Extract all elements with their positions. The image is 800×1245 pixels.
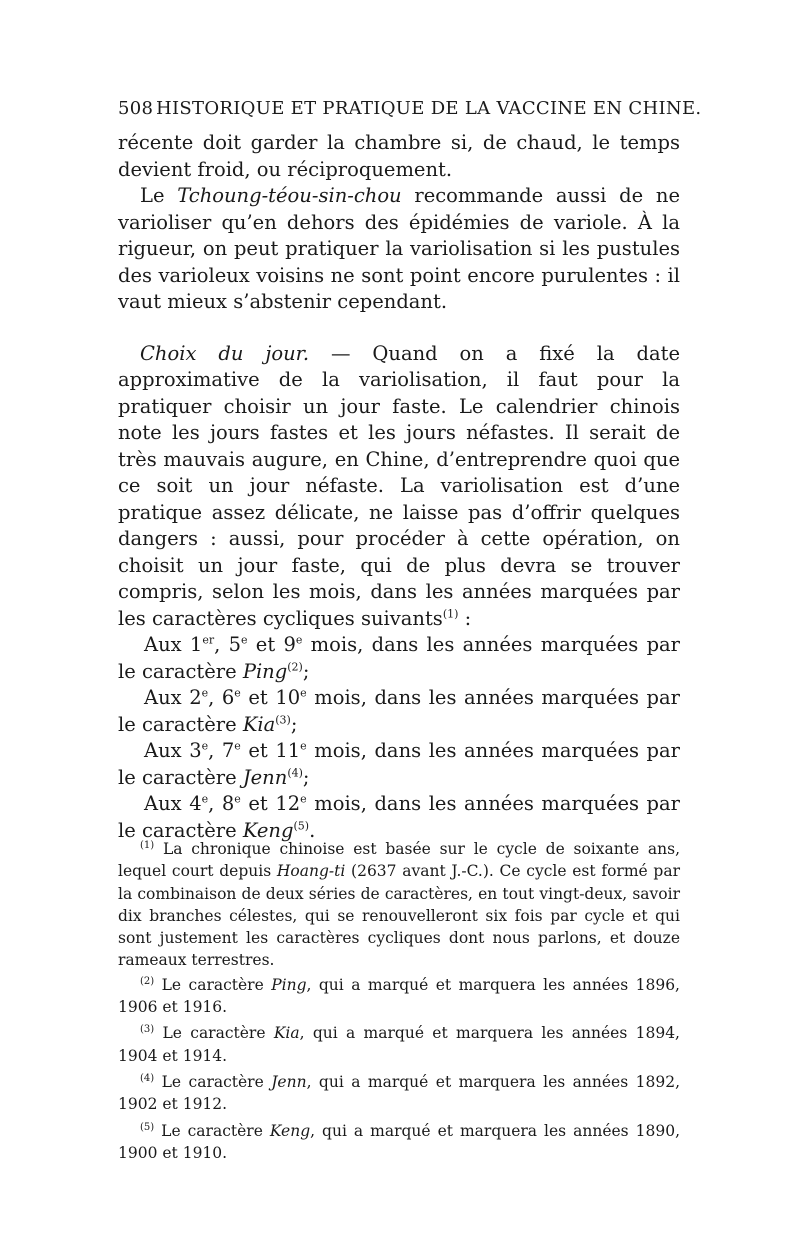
section-gap bbox=[118, 316, 680, 341]
character-name: Kia bbox=[242, 712, 276, 736]
paragraph-3: Choix du jour. — Quand on a fixé la date approximative de la variolisation, il faut pour la pratiquer choisir un jour faste. Le calendrier chinois note les jours fastes et les jours néfastes. Il serait de très mauvais augure, en Chine, d’entreprendre quoi que ce soit un jour néfaste. La variolisation est d’une pratique assez délicate, ne laisse pas d’offrir quelques dangers : aussi, pour procéder à cette opération, on choisit un jour faste, qui de plus devra se trouver compris, selon les mois, dans les années marquées par les caractères cycliques suivants$^{(1)}$ : bbox=[118, 341, 680, 630]
footnote-1: $^{(1)}$ La chronique chinoise est basée sur le cycle de soixante ans, lequel court depuis Hoang-ti (2637 avant J.-C.). Ce cycle est formé par la combinaison de deux séries de caractères, en tout vingt-deux, savoir dix branches célestes, qui se renouvelleront six fois par cycle et qui sont justement les caractères cycliques dont nous parlons, et douze rameaux terrestres. bbox=[118, 839, 680, 970]
list-item: Aux 2e, 6e et 10e mois, dans les années marquées par le caractère Kia$^{(3)}$; bbox=[118, 686, 680, 736]
footnote-4: $^{(4)}$ Le caractère Jenn, qui a marqué et marquera les années 1892, 1902 et 1912. bbox=[118, 1072, 680, 1114]
note-ref-2[interactable]: (2) bbox=[287, 660, 303, 673]
main-text bbox=[118, 130, 680, 844]
character-name: Jenn bbox=[242, 765, 288, 789]
footnote-2: $^{(2)}$ Le caractère Ping, qui a marqué et marquera les années 1896, 1906 et 1916. bbox=[118, 975, 680, 1017]
list-item: Aux 1er, 5e et 9e mois, dans les années marquées par le caractère Ping$^{(2)}$; bbox=[118, 633, 680, 683]
character-name: Ping bbox=[242, 659, 288, 683]
running-header bbox=[118, 98, 702, 122]
list-item: Aux 3e, 7e et 11e mois, dans les années marquées par le caractère Jenn$^{(4)}$; bbox=[118, 739, 680, 789]
note-ref-5[interactable]: (5) bbox=[293, 819, 310, 832]
book-title: Tchoung-téou-sin-chou bbox=[177, 184, 402, 207]
paragraph-1: récente doit garder la chambre si, de chaud, le temps devient froid, ou réciproquement. bbox=[118, 131, 680, 181]
running-title: HISTORIQUE ET PRATIQUE DE LA VACCINE EN CHINE. bbox=[156, 98, 702, 119]
section-heading: Choix du jour. bbox=[140, 341, 310, 365]
footnote-3: $^{(3)}$ Le caractère Kia, qui a marqué et marquera les années 1894, 1904 et 1914. bbox=[118, 1024, 680, 1065]
footnote-5: $^{(5)}$ Le caractère Keng, qui a marqué et marquera les années 1890, 1900 et 1910. bbox=[118, 1121, 680, 1162]
paragraph-2: Le Tchoung-téou-sin-chou recommande aussi de ne varioliser qu’en dehors des épidémies de variole. À la rigueur, on peut pratiquer la variolisation si les pustules des varioleux voisins ne sont point encore purulentes : il vaut mieux s’abstenir cependant. bbox=[118, 184, 680, 313]
note-ref-1[interactable]: (1) bbox=[442, 607, 459, 620]
footnotes bbox=[118, 838, 680, 1168]
note-ref-4[interactable]: (4) bbox=[287, 766, 303, 779]
note-ref-3[interactable]: (3) bbox=[275, 713, 291, 726]
page-number: 508 bbox=[118, 98, 154, 119]
list-item: Aux 4e, 8e et 12e mois, dans les années marquées par le caractère Keng$^{(5)}$. bbox=[118, 792, 680, 842]
character-name: Keng bbox=[242, 818, 294, 842]
